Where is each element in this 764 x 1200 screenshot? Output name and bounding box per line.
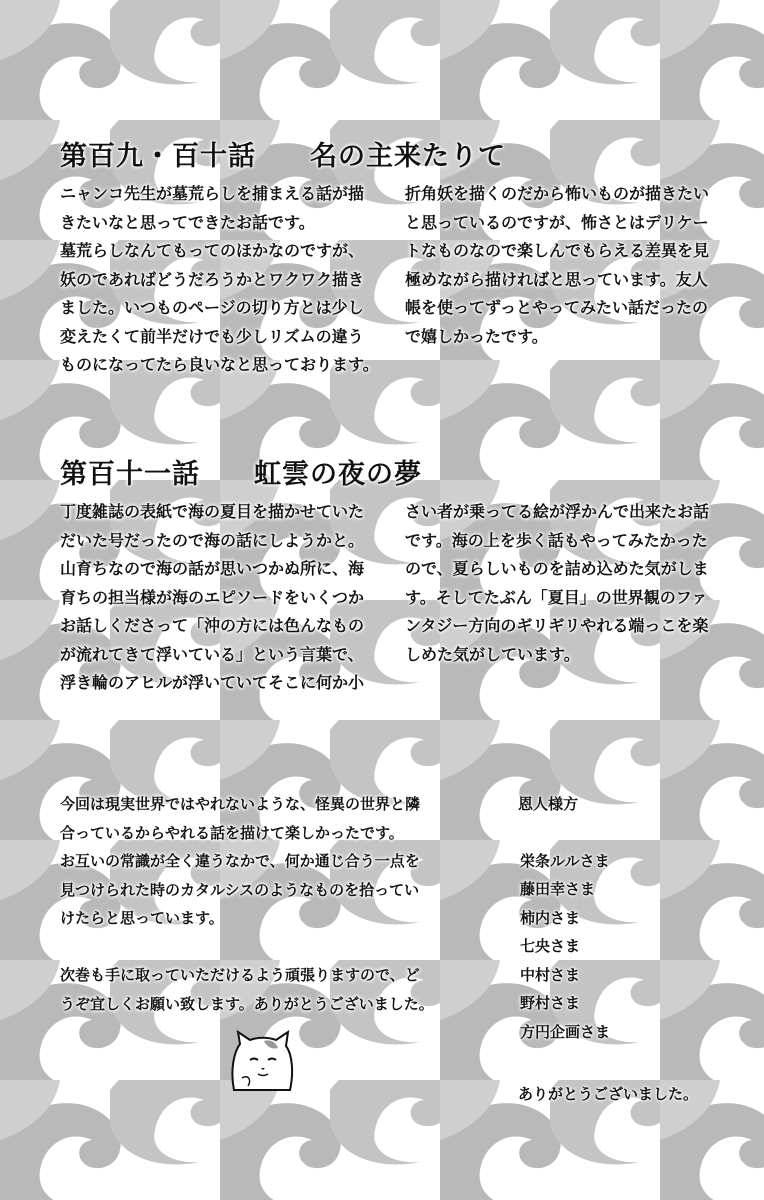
text-line: 極めながら描ければと思っています。友人 bbox=[405, 269, 708, 289]
section2-title-left: 第百十一話 bbox=[60, 459, 200, 490]
text-line: 折角妖を描くのだから怖いものが描きたい bbox=[405, 184, 710, 203]
text-line: と思っているのですが、怖さとはデリケー bbox=[405, 212, 709, 232]
thanks-name: 栄条ルルさま bbox=[520, 851, 610, 870]
afterword-column bbox=[60, 790, 434, 1018]
text-line: 妖のであればどうだろうかとワクワク描き bbox=[60, 269, 365, 289]
section2-left-column bbox=[60, 498, 364, 698]
section2-title-right: 虹雲の夜の夢 bbox=[254, 459, 422, 490]
thanks-heading: 恩人様方 bbox=[518, 795, 579, 813]
text-line: ました。いつものページの切り方とは少し bbox=[60, 298, 364, 317]
text-line: 山育ちなので海の話が思いつかぬ所に、海 bbox=[60, 559, 365, 578]
text-line: が流れてきて浮いている」という言葉で、 bbox=[60, 644, 364, 664]
thanks-name: 野村さま bbox=[520, 994, 581, 1012]
thanks-closing: ありがとうございました。 bbox=[518, 1085, 699, 1103]
section2-right-column bbox=[405, 498, 709, 669]
text-line: トなものなので楽しんでもらえる差異を見 bbox=[405, 241, 710, 260]
text-line: 育ちの担当様が海のエピソードをいくつか bbox=[60, 587, 365, 607]
text-line: 浮き輪のアヒルが浮いていてそこに何か小 bbox=[60, 673, 365, 692]
text-line: けたらと思っています。 bbox=[60, 909, 224, 927]
thanks-name: 藤田幸さま bbox=[520, 880, 596, 898]
text-line bbox=[60, 933, 434, 962]
text-line: ニャンコ先生が墓荒らしを捕まえる話が描 bbox=[60, 184, 365, 203]
section2-title bbox=[60, 452, 422, 491]
thanks-list bbox=[518, 790, 698, 1109]
section1-title bbox=[60, 134, 506, 173]
text-line: 墓荒らしなんてもってのほかなのですが、 bbox=[60, 241, 365, 260]
text-line: で嬉しかったです。 bbox=[405, 326, 548, 346]
text-line: 次巻も手に取っていただけるよう頑張りますので、ど bbox=[60, 966, 420, 984]
section1-title-right: 名の主来たりて bbox=[310, 141, 506, 172]
text-line: 変えたくて前半だけでも少しリズムの違う bbox=[60, 326, 364, 346]
text-line: 見つけられた時のカタルシスのようなものを拾ってい bbox=[60, 880, 420, 899]
section1-title-left: 第百九・百十話 bbox=[60, 141, 256, 172]
text-line: です。海の上を歩く話もやってみたかった bbox=[405, 530, 708, 550]
text-line: お話しくださって「沖の方には色んなもの bbox=[60, 616, 365, 635]
section1-right-column bbox=[405, 180, 709, 351]
cat-illustration bbox=[228, 1030, 298, 1092]
thanks-name: 七央さま bbox=[520, 937, 581, 955]
text-line: 合っているからやれる話を描けて楽しかったです。 bbox=[60, 823, 404, 842]
thanks-name: 柿内さま bbox=[520, 908, 581, 927]
text-line: ので、夏らしいものを詰め込めた気がしま bbox=[405, 559, 709, 578]
text-line: ものになってたら良いなと思っております。 bbox=[60, 355, 379, 374]
section1-left-column bbox=[60, 180, 379, 380]
text-line: しめた気がしています。 bbox=[405, 644, 580, 664]
text-line: だいた号だったので海の話にしようかと。 bbox=[60, 530, 365, 550]
thanks-name: 中村さま bbox=[520, 965, 581, 984]
text-line: す。そしてたぶん「夏目」の世界観のファ bbox=[405, 587, 708, 607]
text-line: ンタジー方向のギリギリやれる端っこを楽 bbox=[405, 616, 709, 635]
thanks-name: 方円企画さま bbox=[520, 1022, 611, 1041]
text-line: うぞ宜しくお願い致します。ありがとうございました。 bbox=[60, 994, 434, 1013]
text-line: 丁度雑誌の表紙で海の夏目を描かせていた bbox=[60, 502, 365, 521]
text-line: さい者が乗ってる絵が浮かんで出来たお話 bbox=[405, 502, 710, 521]
text-line: 今回は現実世界ではやれないような、怪異の世界と隣 bbox=[60, 795, 421, 813]
text-line: 帳を使ってずっとやってみたい話だったの bbox=[405, 298, 709, 317]
text-line: お互いの常識が全く違うなかで、何か通じ合う一点を bbox=[60, 852, 420, 870]
text-line: きたいなと思ってできたお話です。 bbox=[60, 212, 315, 232]
